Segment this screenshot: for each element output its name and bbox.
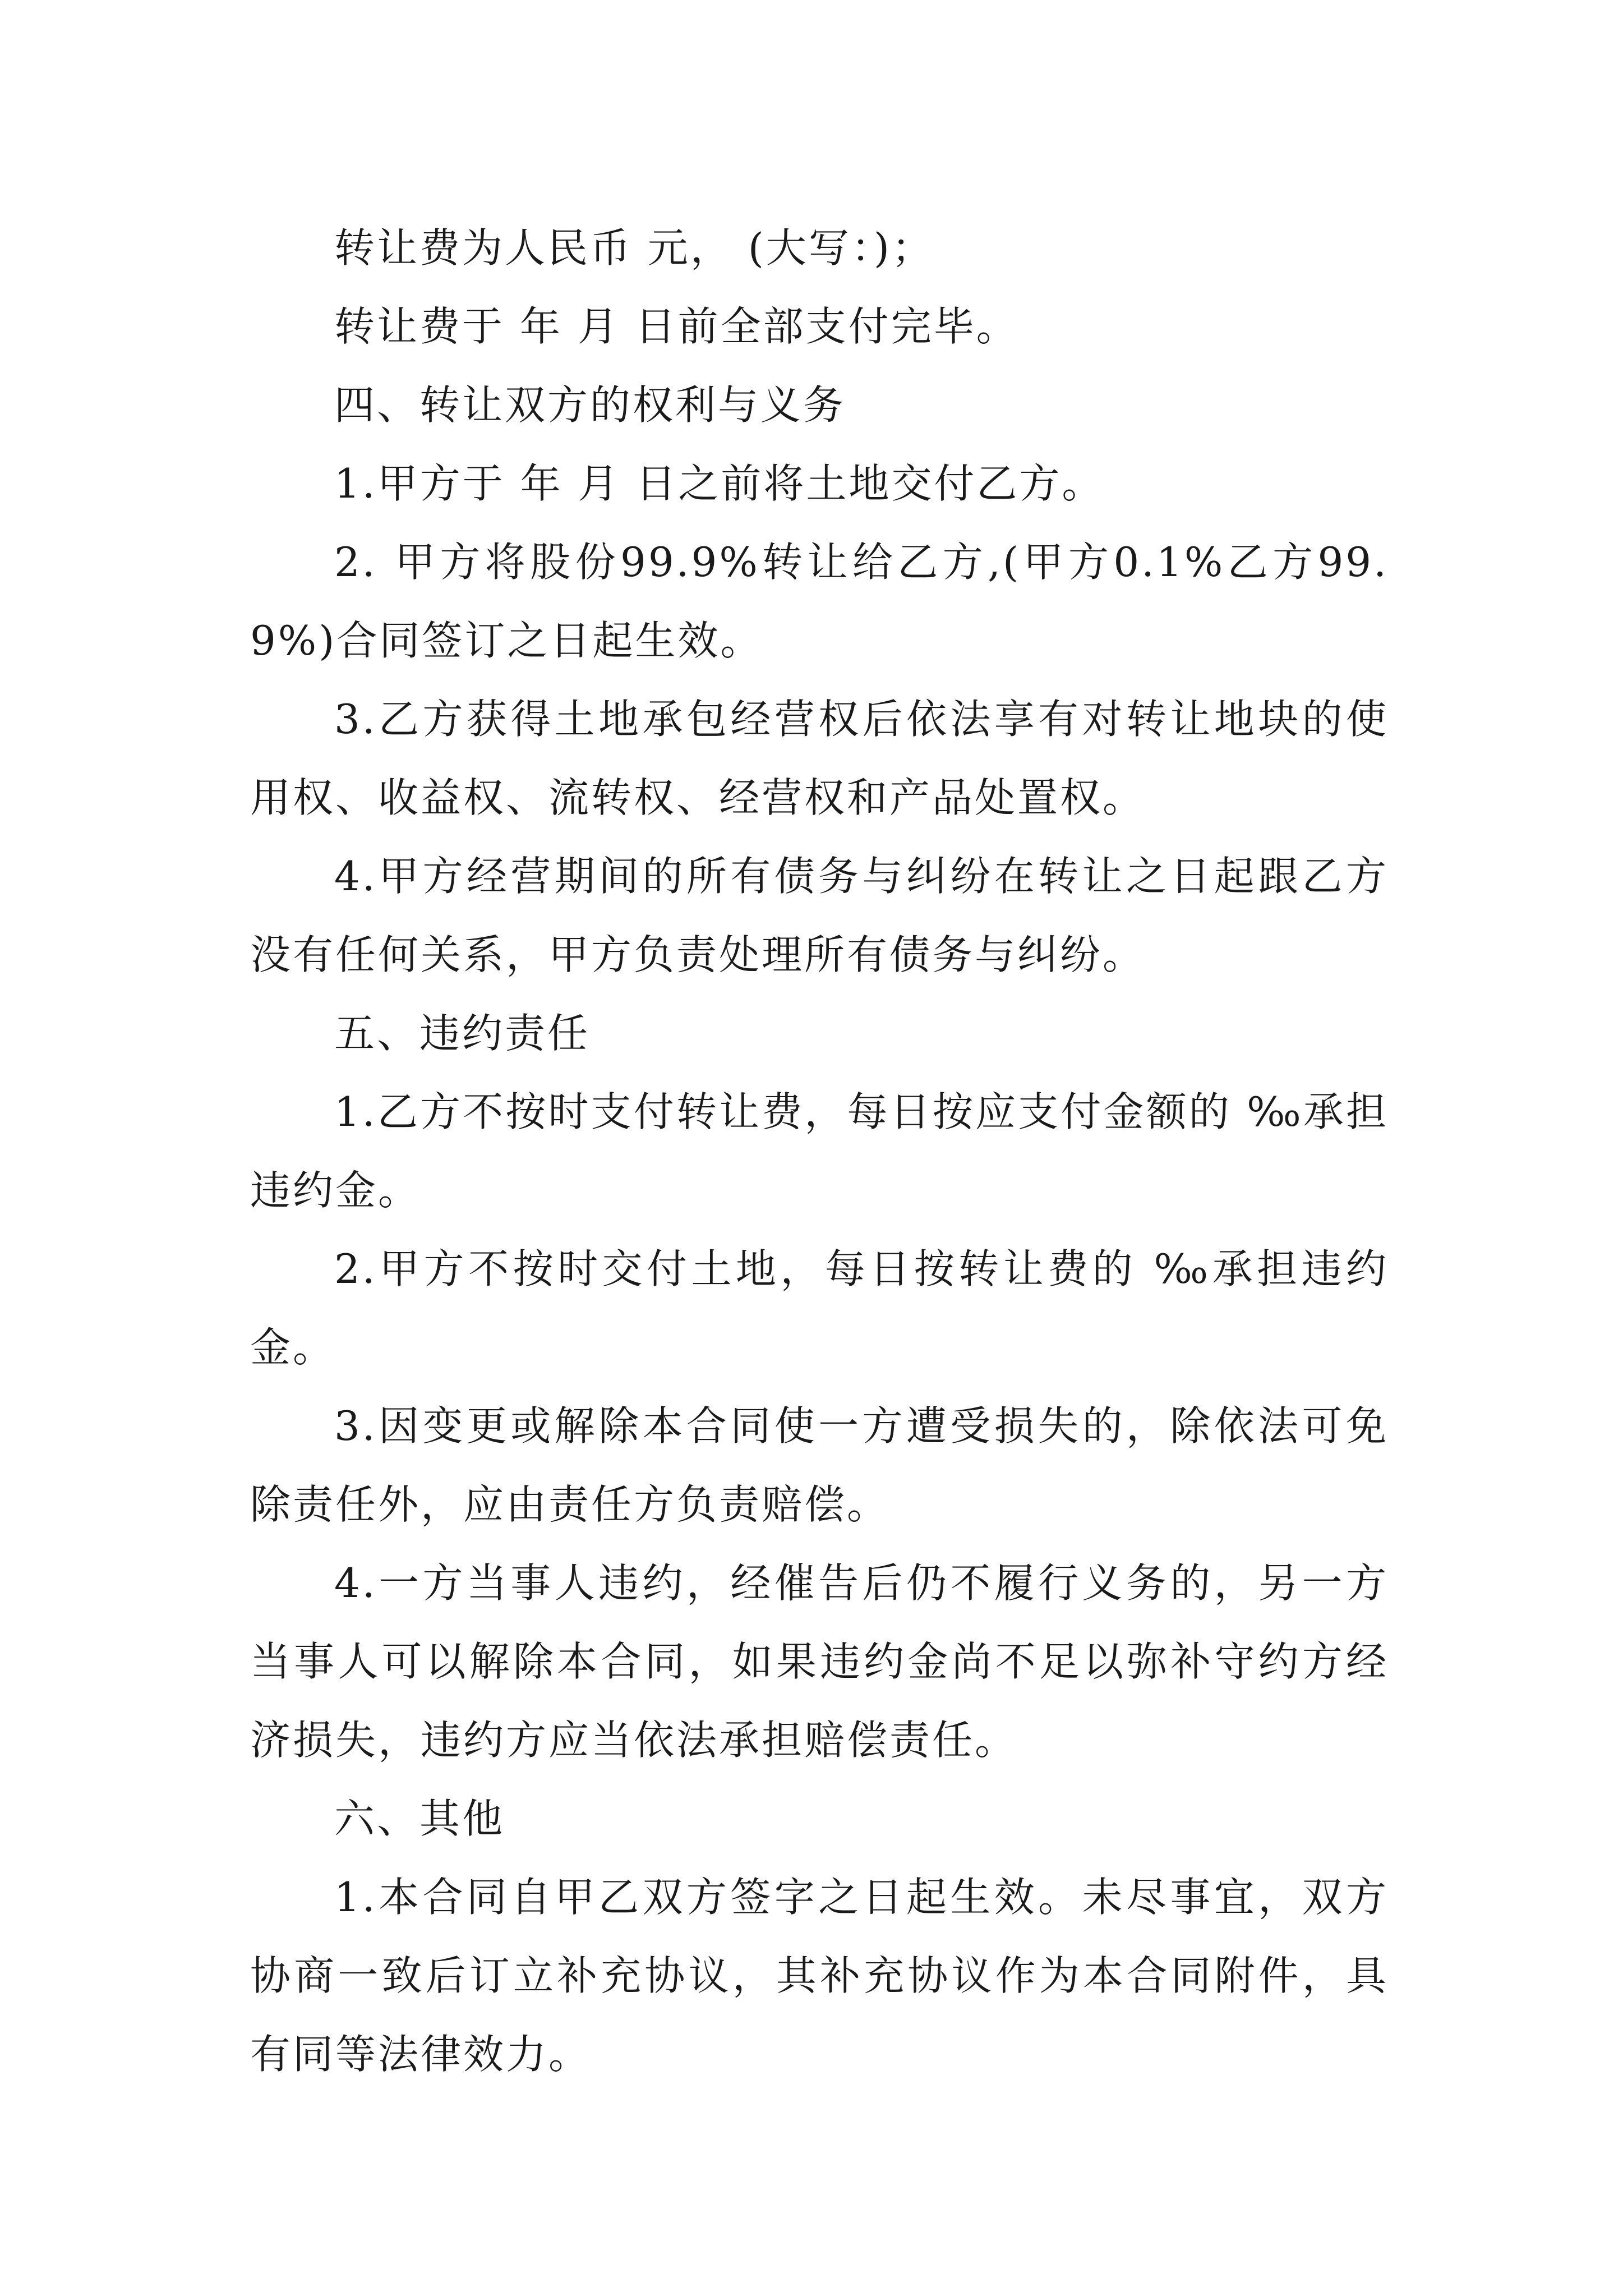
paragraph-transfer-fee-amount: 转让费为人民币 元， (大写：)； [334,224,934,272]
paragraph-transfer-fee-deadline: 转让费于 年 月 日前全部支付完毕。 [334,303,1019,350]
section-heading-rights-obligations: 四、转让双方的权利与义务 [334,381,846,429]
section-heading-breach-liability: 五、违约责任 [334,1010,591,1057]
paragraph-rights-item-1: 1.甲方于 年 月 日之前将土地交付乙方。 [334,460,1105,507]
paragraph-breach-item-4: 4.一方当事人违约，经催告后仍不履行义务的，另一方当事人可以解除本合同，如果违约金尚不足以弥补守约方经济损失，违约方应当依法承担赔偿责任。 [250,1559,1389,1764]
section-heading-other: 六、其他 [334,1795,505,1842]
paragraph-rights-item-2: 2. 甲方将股份99.9%转让给乙方,(甲方0.1%乙方99.9%)合同签订之日起生效。 [250,539,1389,664]
paragraph-other-item-1: 1.本合同自甲乙双方签字之日起生效。未尽事宜，双方协商一致后订立补充协议，其补充协议作为本合同附件，具有同等法律效力。 [250,1874,1389,2078]
paragraph-breach-item-2: 2.甲方不按时交付土地，每日按转让费的 ‰承担违约金。 [250,1245,1389,1371]
document-body [250,209,1389,2093]
paragraph-rights-item-3: 3.乙方获得土地承包经营权后依法享有对转让地块的使用权、收益权、流转权、经营权和产品处置权。 [250,696,1389,821]
paragraph-breach-item-1: 1.乙方不按时支付转让费，每日按应支付金额的 ‰承担违约金。 [250,1088,1389,1214]
paragraph-breach-item-3: 3.因变更或解除本合同使一方遭受损失的，除依法可免除责任外，应由责任方负责赔偿。 [250,1402,1389,1528]
paragraph-rights-item-4: 4.甲方经营期间的所有债务与纠纷在转让之日起跟乙方没有任何关系，甲方负责处理所有债务与纠纷。 [250,853,1389,978]
